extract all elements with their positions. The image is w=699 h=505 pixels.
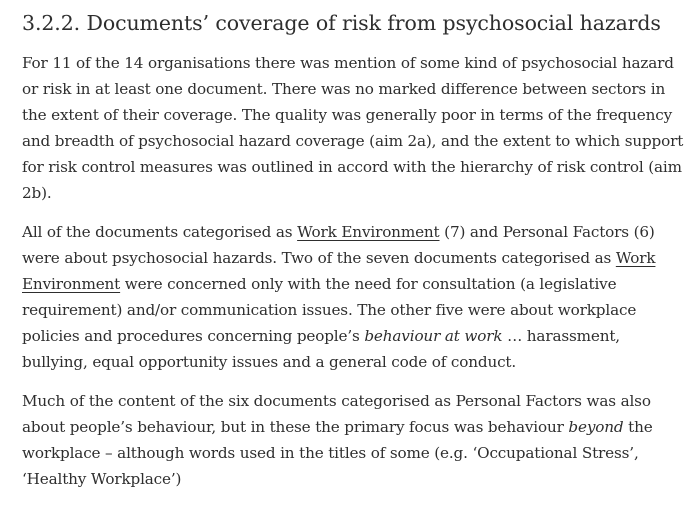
paragraph-2-text-3: were concerned only with the need for consultation (a legislative requirement) and/or communication issues. The other five were about workplace policies and procedures concerning people’s — [22, 275, 637, 345]
paragraph-2-text-1: All of the documents categorised as — [22, 223, 298, 241]
work-environment-link-1[interactable]: Work Environment — [297, 223, 440, 241]
paragraph-2-text-2: (7) and Personal Factors (6) were about psychosocial hazards. Two of the seven documents categorised as — [22, 223, 655, 267]
paragraph-2-emphasis: behaviour at work — [364, 327, 503, 345]
paragraph-3-emphasis: beyond — [568, 418, 624, 436]
paragraph-2-text-4: … harassment, bullying, equal opportunity issues and a general code of conduct. — [22, 327, 620, 371]
paragraph-3 — [22, 388, 690, 492]
section-heading: 3.2.2. Documents’ coverage of risk from psychosocial hazards — [22, 11, 661, 35]
paragraph-3-text-2: the workplace – although words used in the titles of some (e.g. ‘Occupational Stress’, ‘Healthy Workplace’) — [22, 418, 653, 488]
work-environment-link-2[interactable]: Work Environment — [22, 249, 656, 293]
paragraph-2 — [22, 219, 690, 375]
paragraph-3-text-1: Much of the content of the six documents categorised as Personal Factors was also about people’s behaviour, but in these the primary focus was behaviour — [22, 392, 651, 436]
paragraph-1: For 11 of the 14 organisations there was mention of some kind of psychosocial hazard or risk in at least one document. There was no marked difference between sectors in the extent of their coverage. The quality was generally poor in terms of the frequency and breadth of psychosocial hazard coverage (aim 2a), and the extent to which support for risk control measures was outlined in accord with the hierarchy of risk control (aim 2b). — [22, 54, 684, 202]
article-section — [22, 8, 690, 505]
